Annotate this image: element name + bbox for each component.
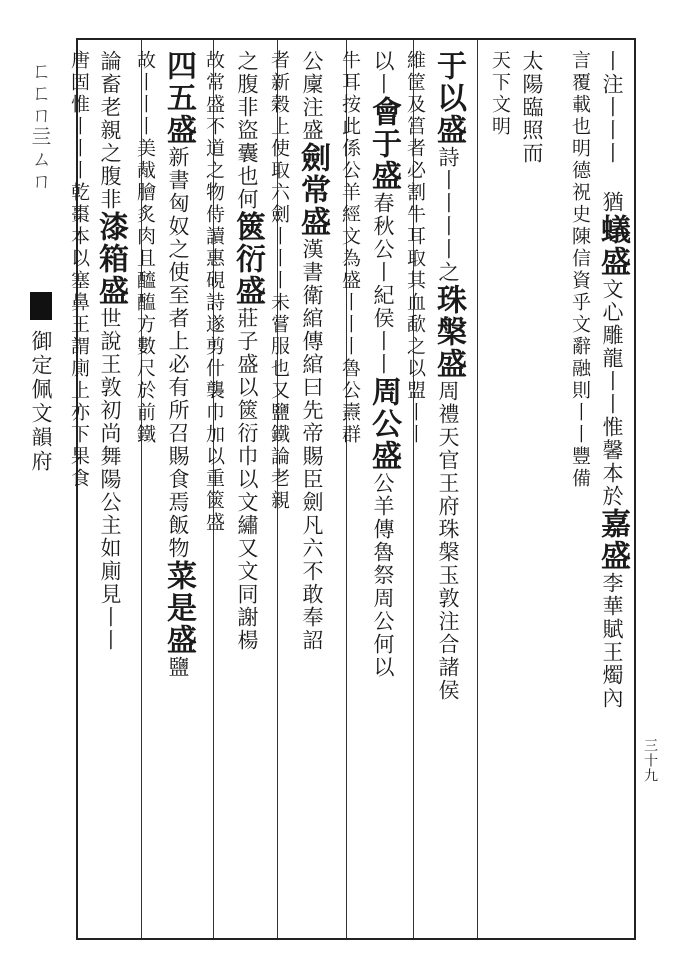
headword: 菜是盛 — [161, 560, 196, 656]
text-column — [161, 50, 196, 679]
text-column — [203, 50, 225, 534]
annotation-text: 明德祝史陳信資乎文辭 — [569, 138, 591, 358]
headword: 珠槃盛 — [431, 284, 466, 380]
annotation-text: 為盛丨丨丨魯公燾群 — [339, 248, 361, 446]
annotation-text: 鹽 — [166, 656, 190, 679]
book-title: 御定佩文韻府 — [29, 330, 53, 474]
annotation-text: 唐固惟丨丨丨 — [68, 50, 90, 182]
annotation-text: 公羊傳魯祭周公何以 — [371, 472, 395, 679]
annotation-text: 丨注丨丨丨 猶 — [600, 50, 624, 214]
annotation-text: 者必割牛耳取其血歃之以盟丨丨 — [404, 138, 426, 446]
annotation-text: 莊子盛以篋衍巾以文繡又文同謝楊 — [235, 307, 259, 652]
annotation-text: 漢書衛綰傳綰曰先帝賜臣劍凡六不敢奉詔 — [300, 238, 324, 652]
annotation-text: 天下文明 — [489, 50, 511, 138]
annotation-text: 太陽臨照而 — [520, 50, 544, 165]
text-column — [68, 50, 90, 490]
text-column — [268, 50, 290, 512]
text-column — [93, 50, 128, 652]
text-column — [569, 50, 591, 490]
text-column — [230, 50, 265, 652]
headword: 漆箱盛 — [93, 211, 128, 307]
annotation-text: 乾棗本以塞鼻王謂廁上亦下果食 — [68, 182, 90, 490]
annotation-text: 故常盛不道之物 — [203, 50, 225, 204]
text-column — [366, 50, 401, 679]
folio-number: 三十九 — [642, 738, 658, 783]
text-column — [295, 50, 330, 652]
text-column — [339, 50, 361, 446]
annotation-text: 按此係公羊經文 — [339, 94, 361, 248]
text-column — [595, 50, 630, 710]
headword: 嘉盛 — [595, 508, 630, 572]
annotation-text: 文心雕龍丨丨惟馨本於 — [600, 278, 624, 508]
text-column — [489, 50, 511, 138]
headword: 周公盛 — [366, 376, 401, 472]
annotation-text: 世說王敦初尚舞陽公主如廁見丨丨 — [98, 307, 122, 652]
text-column — [134, 50, 156, 446]
annotation-text: 周禮天官王府珠槃玉敦注合諸侯 — [436, 380, 460, 702]
annotation-text: 詩丨丨丨丨之 — [436, 146, 460, 284]
headword: 會于盛 — [366, 96, 401, 192]
column-rule — [477, 40, 478, 938]
headword: 劍常盛 — [295, 142, 330, 238]
running-head: ㄈㄈㄇ亖ㄙㄇ — [28, 60, 52, 192]
annotation-text: 新書匈奴之使至者上必有所召賜食焉飯物 — [166, 146, 190, 560]
annotation-text: 公廩注盛 — [300, 50, 324, 142]
annotation-text: 融則丨丨豐備 — [569, 358, 591, 490]
annotation-text: 上使取六劍丨丨丨未嘗服也又鹽鐵論老親 — [268, 116, 290, 512]
text-column — [520, 50, 544, 165]
text-column — [431, 50, 466, 702]
text-column — [404, 50, 426, 446]
headword: 蟻盛 — [595, 214, 630, 278]
annotation-text: 以丨 — [371, 50, 395, 96]
annotation-text: 故丨丨丨美胾膾炙肉且醯醢方數尺於前 — [134, 50, 156, 424]
headword: 于以盛 — [431, 50, 466, 146]
annotation-text: 侍讀惠硯詩遂剪什襲巾加以重篋盛 — [203, 204, 225, 534]
annotation-text: 鐵 — [134, 424, 156, 446]
headword: 四五盛 — [161, 50, 196, 146]
annotation-text: 論畜老親之腹非 — [98, 50, 122, 211]
annotation-text: 維筐及筥 — [404, 50, 426, 138]
annotation-text: 言覆載也 — [569, 50, 591, 138]
annotation-text: 者新穀 — [268, 50, 290, 116]
black-bar-marker — [30, 292, 52, 320]
annotation-text: 李華賦王燭內 — [600, 572, 624, 710]
annotation-text: 之腹非盜囊也何 — [235, 50, 259, 211]
annotation-text: 春秋公丨紀侯丨丨 — [371, 192, 395, 376]
headword: 篋衍盛 — [230, 211, 265, 307]
annotation-text: 牛耳 — [339, 50, 361, 94]
